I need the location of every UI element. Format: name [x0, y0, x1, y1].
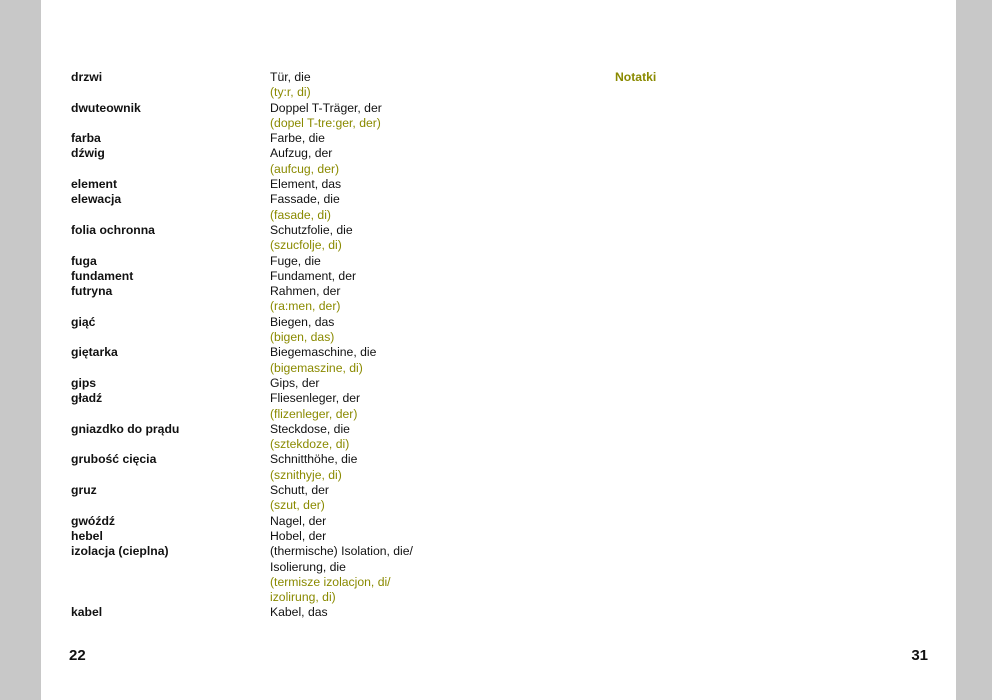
polish-term: hebel [71, 528, 103, 543]
polish-term: kabel [71, 605, 103, 620]
translation-line: Nagel, der [270, 513, 327, 528]
vocab-entry [71, 131, 591, 146]
polish-term: grubość cięcia [71, 452, 157, 467]
german-translation [270, 177, 591, 192]
pronunciation-line: (bigemaszine, di) [270, 360, 363, 375]
polish-term: drzwi [71, 70, 103, 84]
dictionary-page [41, 0, 956, 700]
pronunciation-line: (bigen, das) [270, 330, 335, 345]
german-translation [270, 529, 591, 544]
translation-line: Farbe, die [270, 131, 325, 146]
translation-line: Schutzfolie, die [270, 222, 353, 237]
translation-line: Tür, die [270, 70, 311, 84]
pronunciation-line: (sznithyje, di) [270, 467, 342, 482]
polish-term: element [71, 177, 118, 192]
polish-term: folia ochronna [71, 222, 155, 237]
pronunciation-line: (flizenleger, der) [270, 406, 358, 421]
vocab-entry [71, 101, 591, 132]
polish-term: farba [71, 131, 101, 146]
translation-line: Steckdose, die [270, 421, 350, 436]
polish-term: gips [71, 375, 97, 390]
translation-line: Rahmen, der [270, 284, 341, 299]
polish-term: izolacja (cieplna) [71, 544, 169, 559]
vocab-entry [71, 315, 591, 346]
vocab-entry [71, 605, 591, 620]
pronunciation-line: (szut, der) [270, 498, 325, 513]
pronunciation-line: (ra:men, der) [270, 299, 341, 314]
german-translation [270, 605, 591, 620]
vocab-entry [71, 483, 591, 514]
translation-line: Doppel T-Träger, der [270, 100, 382, 115]
polish-term: giętarka [71, 345, 118, 360]
german-translation [270, 345, 591, 376]
translation-line: Gips, der [270, 375, 320, 390]
polish-term: giąć [71, 314, 96, 329]
pronunciation-line: (dopel T-tre:ger, der) [270, 115, 381, 130]
polish-term: elewacja [71, 192, 122, 207]
translation-line: Fassade, die [270, 192, 340, 207]
page-number-right: 31 [911, 647, 928, 664]
translation-line: Aufzug, der [270, 146, 333, 161]
vocab-entry [71, 529, 591, 544]
polish-term: gruz [71, 483, 97, 498]
german-translation [270, 483, 591, 514]
polish-term: dwuteownik [71, 100, 141, 115]
german-translation [270, 391, 591, 422]
vocab-entry [71, 284, 591, 315]
pronunciation-line: (sztekdoze, di) [270, 437, 350, 452]
pronunciation-line: izolirung, di) [270, 590, 336, 605]
german-translation [270, 544, 591, 605]
translation-line: (thermische) Isolation, die/ [270, 544, 413, 559]
german-translation [270, 452, 591, 483]
translation-line: Fundament, der [270, 268, 357, 283]
vocab-entry [71, 422, 591, 453]
german-translation [270, 284, 591, 315]
pronunciation-line: (termisze izolacjon, di/ [270, 574, 391, 589]
polish-term: fundament [71, 268, 134, 283]
vocab-entry [71, 192, 591, 223]
translation-line: Isolierung, die [270, 559, 346, 574]
translation-line: Fuge, die [270, 253, 321, 268]
vocab-entry [71, 376, 591, 391]
german-translation [270, 315, 591, 346]
vocab-entry [71, 269, 591, 284]
polish-term: dźwig [71, 146, 105, 161]
vocabulary-list [71, 70, 591, 621]
german-translation [270, 192, 591, 223]
vocab-entry [71, 146, 591, 177]
german-translation [270, 70, 591, 101]
vocab-entry [71, 544, 591, 605]
german-translation [270, 514, 591, 529]
vocab-entry [71, 177, 591, 192]
german-translation [270, 254, 591, 269]
vocab-entry [71, 254, 591, 269]
translation-line: Schutt, der [270, 483, 329, 498]
translation-line: Kabel, das [270, 605, 328, 620]
polish-term: futryna [71, 284, 113, 299]
pronunciation-line: (ty:r, di) [270, 85, 311, 100]
vocab-entry [71, 223, 591, 254]
german-translation [270, 269, 591, 284]
polish-term: fuga [71, 253, 97, 268]
vocab-entry [71, 452, 591, 483]
german-translation [270, 422, 591, 453]
vocab-entry [71, 514, 591, 529]
german-translation [270, 146, 591, 177]
pronunciation-line: (fasade, di) [270, 207, 331, 222]
page-number-left: 22 [69, 647, 86, 664]
german-translation [270, 223, 591, 254]
polish-term: gwóźdź [71, 513, 116, 528]
translation-line: Biegemaschine, die [270, 345, 377, 360]
pronunciation-line: (szucfolje, di) [270, 238, 342, 253]
notes-heading: Notatki [615, 70, 657, 84]
translation-line: Biegen, das [270, 314, 335, 329]
polish-term: gładź [71, 391, 103, 406]
german-translation [270, 376, 591, 391]
translation-line: Hobel, der [270, 528, 327, 543]
translation-line: Fliesenleger, der [270, 391, 361, 406]
vocab-entry [71, 391, 591, 422]
polish-term: gniazdko do prądu [71, 421, 180, 436]
german-translation [270, 131, 591, 146]
translation-line: Element, das [270, 177, 342, 192]
pronunciation-line: (aufcug, der) [270, 161, 340, 176]
german-translation [270, 101, 591, 132]
vocab-entry [71, 70, 591, 101]
vocab-entry [71, 345, 591, 376]
translation-line: Schnitthöhe, die [270, 452, 358, 467]
